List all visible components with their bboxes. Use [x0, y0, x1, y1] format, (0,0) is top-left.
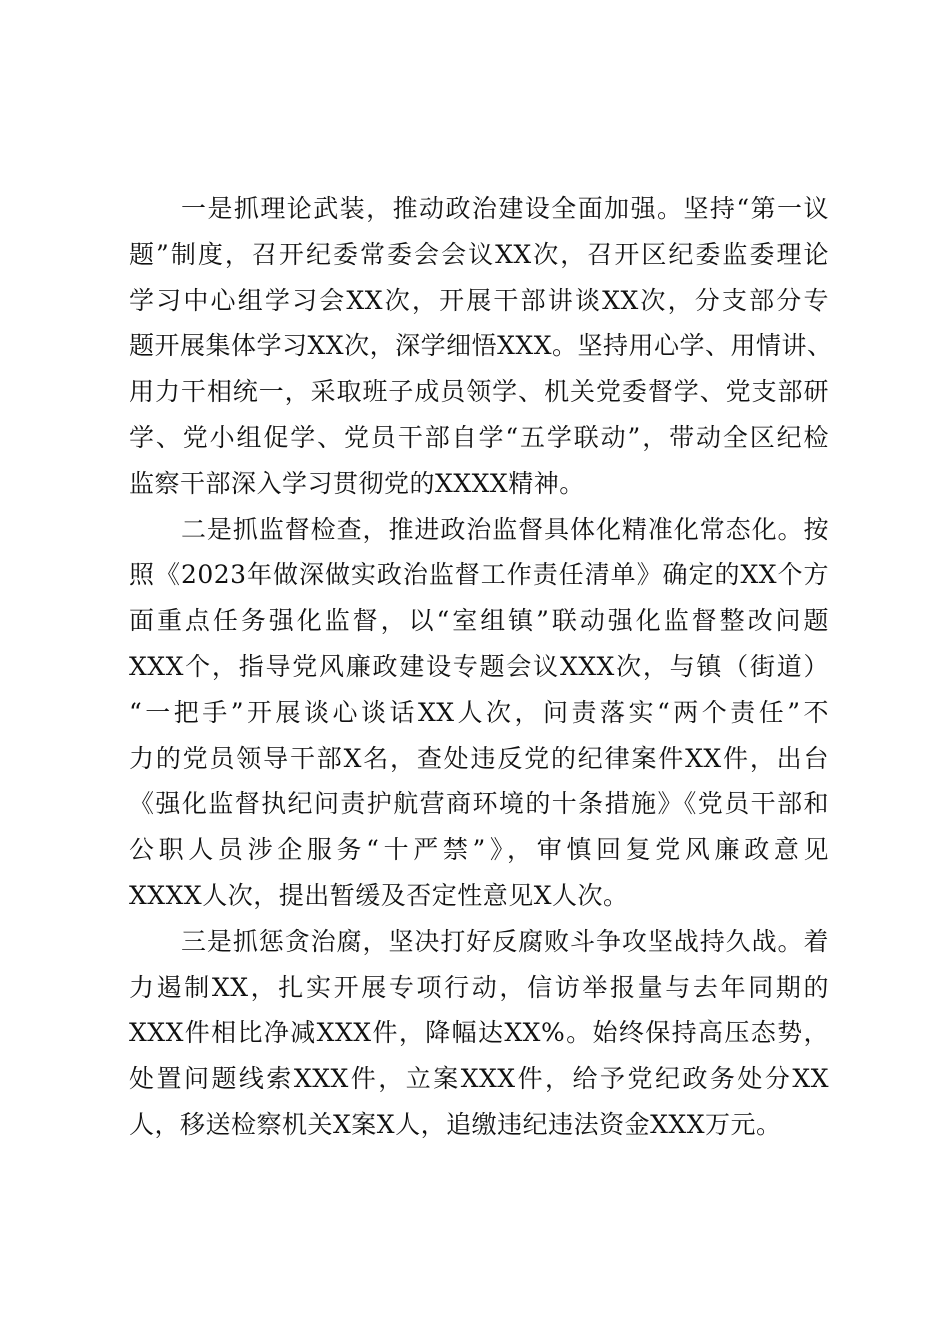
paragraph-1-line-4: 题开展集体学习XX次，深学细悟XXX。坚持用心学、用情讲、: [129, 331, 833, 361]
paragraph-3-line-2: 力遏制XX，扎实开展专项行动，信访举报量与去年同期的: [129, 972, 829, 1002]
paragraph-2-line-8: 公职人员涉企服务“十严禁”》，审慎回复党风廉政意见: [129, 835, 829, 865]
paragraph-2-line-6: 力的党员领导干部X名，查处违反党的纪律案件XX件，出台: [129, 743, 829, 773]
paragraph-3-line-4: 处置问题线索XXX件，立案XXX件，给予党纪政务处分XX: [129, 1064, 829, 1094]
paragraph-1-line-2: 题”制度，召开纪委常委会会议XX次，召开区纪委监委理论: [129, 239, 829, 269]
paragraph-2-line-5: “一把手”开展谈心谈话XX人次，问责落实“两个责任”不: [129, 697, 829, 727]
paragraph-1-line-6: 学、党小组促学、党员干部自学“五学联动”，带动全区纪检: [129, 422, 829, 452]
paragraph-2-line-9: XXXX人次，提出暂缓及否定性意见X人次。: [129, 880, 629, 910]
paragraph-1-line-3: 学习中心组学习会XX次，开展干部讲谈XX次，分支部分专: [129, 285, 829, 315]
paragraph-3-line-3: XXX件相比净减XXX件，降幅达XX%。始终保持高压态势，: [129, 1018, 829, 1048]
paragraph-1-line-1: 一是抓理论武装，推动政治建设全面加强。坚持“第一议: [181, 194, 829, 223]
document-body: [129, 186, 833, 1148]
paragraph-2-line-3: 面重点任务强化监督，以“室组镇”联动强化监督整改问题: [129, 606, 829, 636]
paragraph-1-line-5: 用力干相统一，采取班子成员领学、机关党委督学、党支部研: [129, 377, 829, 407]
paragraph-3-line-5: 人，移送检察机关X案X人，追缴违纪违法资金XXX万元。: [129, 1109, 782, 1139]
paragraph-1-line-7: 监察干部深入学习贯彻党的XXXX精神。: [129, 468, 585, 498]
paragraph-2-line-2: 照《2023年做深做实政治监督工作责任清单》确定的XX个方: [129, 560, 829, 590]
paragraph-2-line-4: XXX个，指导党风廉政建设专题会议XXX次，与镇（街道）: [129, 651, 829, 681]
paragraph-2-line-1: 二是抓监督检查，推进政治监督具体化精准化常态化。按: [181, 514, 829, 544]
paragraph-3-line-1: 三是抓惩贪治腐，坚决打好反腐败斗争攻坚战持久战。着: [181, 926, 829, 956]
paragraph-2-line-7: 《强化监督执纪问责护航营商环境的十条措施》《党员干部和: [129, 789, 829, 819]
